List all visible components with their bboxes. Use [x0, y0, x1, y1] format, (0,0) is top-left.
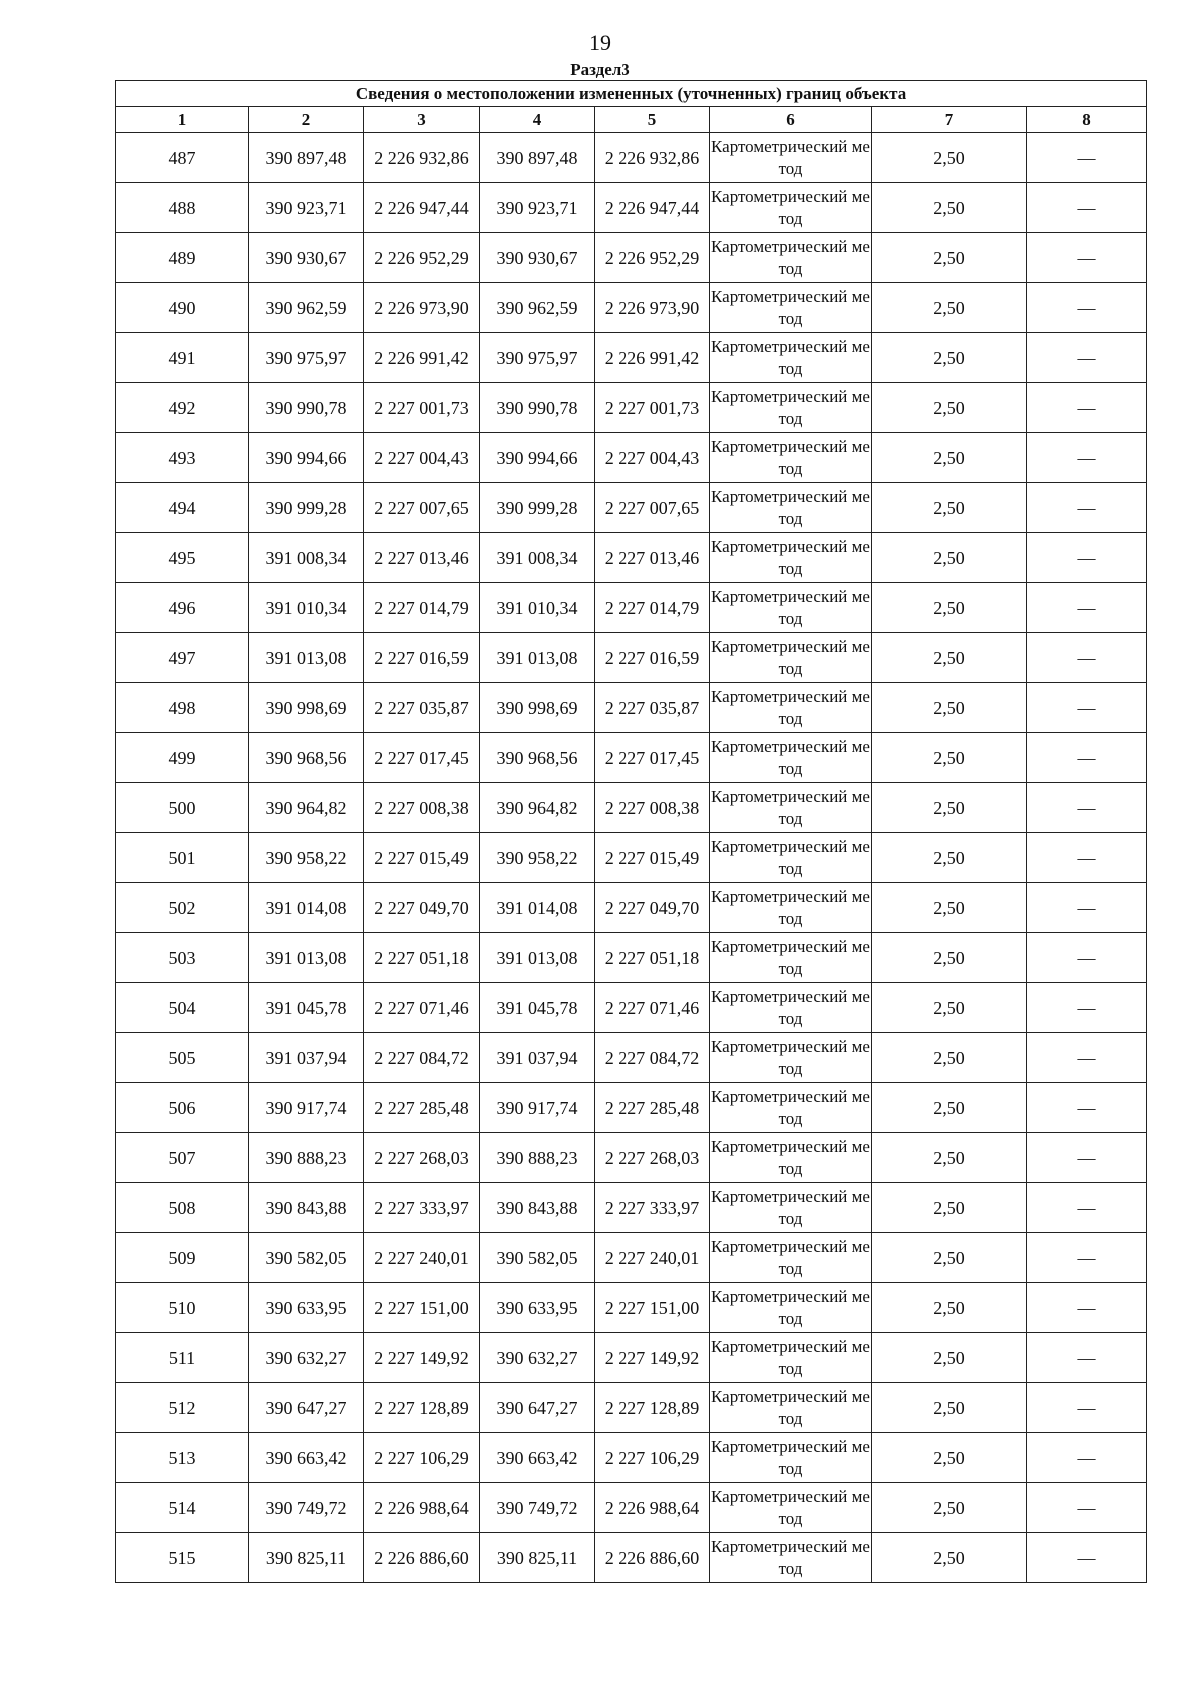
note-dash-cell: — — [1027, 433, 1147, 483]
coord-x-cell: 390 917,74 — [249, 1083, 364, 1133]
coord-y-new-cell: 2 227 240,01 — [595, 1233, 710, 1283]
coord-y-new-cell: 2 227 051,18 — [595, 933, 710, 983]
coord-x-new-cell: 390 632,27 — [480, 1333, 595, 1383]
method-cell: Картометрический метод — [710, 1433, 872, 1483]
note-dash-cell: — — [1027, 633, 1147, 683]
column-number: 1 — [116, 107, 249, 133]
coord-y-cell: 2 227 017,45 — [364, 733, 480, 783]
note-dash-cell: — — [1027, 1183, 1147, 1233]
coord-y-cell: 2 227 106,29 — [364, 1433, 480, 1483]
coord-x-cell: 390 897,48 — [249, 133, 364, 183]
coord-x-cell: 390 958,22 — [249, 833, 364, 883]
note-dash-cell: — — [1027, 833, 1147, 883]
accuracy-cell: 2,50 — [872, 1033, 1027, 1083]
coord-x-new-cell: 390 633,95 — [480, 1283, 595, 1333]
point-number-cell: 503 — [116, 933, 249, 983]
coord-y-new-cell: 2 227 049,70 — [595, 883, 710, 933]
coord-x-cell: 390 998,69 — [249, 683, 364, 733]
coord-y-new-cell: 2 227 013,46 — [595, 533, 710, 583]
point-number-cell: 513 — [116, 1433, 249, 1483]
point-number-cell: 490 — [116, 283, 249, 333]
coord-x-new-cell: 391 014,08 — [480, 883, 595, 933]
method-cell: Картометрический метод — [710, 833, 872, 883]
table-row — [116, 383, 1147, 433]
point-number-cell: 491 — [116, 333, 249, 383]
coord-y-new-cell: 2 227 084,72 — [595, 1033, 710, 1083]
method-cell: Картометрический метод — [710, 783, 872, 833]
coord-y-cell: 2 227 004,43 — [364, 433, 480, 483]
note-dash-cell: — — [1027, 1483, 1147, 1533]
note-dash-cell: — — [1027, 233, 1147, 283]
note-dash-cell: — — [1027, 783, 1147, 833]
coord-y-cell: 2 227 240,01 — [364, 1233, 480, 1283]
table-row — [116, 1283, 1147, 1333]
coord-y-cell: 2 227 015,49 — [364, 833, 480, 883]
method-cell: Картометрический метод — [710, 1483, 872, 1533]
point-number-cell: 498 — [116, 683, 249, 733]
note-dash-cell: — — [1027, 1333, 1147, 1383]
coord-y-new-cell: 2 227 015,49 — [595, 833, 710, 883]
table-row — [116, 1483, 1147, 1533]
coord-x-new-cell: 390 990,78 — [480, 383, 595, 433]
point-number-cell: 492 — [116, 383, 249, 433]
coord-y-cell: 2 227 014,79 — [364, 583, 480, 633]
point-number-cell: 505 — [116, 1033, 249, 1083]
point-number-cell: 495 — [116, 533, 249, 583]
coord-y-cell: 2 227 035,87 — [364, 683, 480, 733]
accuracy-cell: 2,50 — [872, 283, 1027, 333]
method-cell: Картометрический метод — [710, 1083, 872, 1133]
coord-y-cell: 2 227 049,70 — [364, 883, 480, 933]
accuracy-cell: 2,50 — [872, 433, 1027, 483]
accuracy-cell: 2,50 — [872, 733, 1027, 783]
coord-x-new-cell: 390 663,42 — [480, 1433, 595, 1483]
coord-x-cell: 391 014,08 — [249, 883, 364, 933]
coord-x-new-cell: 391 045,78 — [480, 983, 595, 1033]
column-number: 7 — [872, 107, 1027, 133]
column-number: 8 — [1027, 107, 1147, 133]
note-dash-cell: — — [1027, 983, 1147, 1033]
coord-y-new-cell: 2 226 988,64 — [595, 1483, 710, 1533]
point-number-cell: 512 — [116, 1383, 249, 1433]
coord-y-cell: 2 227 007,65 — [364, 483, 480, 533]
coord-y-new-cell: 2 227 008,38 — [595, 783, 710, 833]
coord-y-cell: 2 226 932,86 — [364, 133, 480, 183]
table-row — [116, 1183, 1147, 1233]
coord-x-new-cell: 390 917,74 — [480, 1083, 595, 1133]
note-dash-cell: — — [1027, 883, 1147, 933]
coord-x-cell: 391 010,34 — [249, 583, 364, 633]
accuracy-cell: 2,50 — [872, 883, 1027, 933]
coord-y-new-cell: 2 227 016,59 — [595, 633, 710, 683]
table-row — [116, 1333, 1147, 1383]
method-cell: Картометрический метод — [710, 1133, 872, 1183]
coord-x-cell: 390 582,05 — [249, 1233, 364, 1283]
coord-y-cell: 2 227 008,38 — [364, 783, 480, 833]
point-number-cell: 515 — [116, 1533, 249, 1583]
coord-x-cell: 390 968,56 — [249, 733, 364, 783]
coord-y-new-cell: 2 227 128,89 — [595, 1383, 710, 1433]
page-number: 19 — [589, 30, 611, 55]
coord-y-cell: 2 226 991,42 — [364, 333, 480, 383]
coord-y-new-cell: 2 227 014,79 — [595, 583, 710, 633]
method-cell: Картометрический метод — [710, 383, 872, 433]
accuracy-cell: 2,50 — [872, 783, 1027, 833]
point-number-cell: 509 — [116, 1233, 249, 1283]
coord-x-new-cell: 390 647,27 — [480, 1383, 595, 1433]
method-cell: Картометрический метод — [710, 333, 872, 383]
coord-y-cell: 2 227 149,92 — [364, 1333, 480, 1383]
accuracy-cell: 2,50 — [872, 983, 1027, 1033]
accuracy-cell: 2,50 — [872, 1333, 1027, 1383]
point-number-cell: 489 — [116, 233, 249, 283]
point-number-cell: 501 — [116, 833, 249, 883]
coord-y-new-cell: 2 227 017,45 — [595, 733, 710, 783]
method-cell: Картометрический метод — [710, 1033, 872, 1083]
accuracy-cell: 2,50 — [872, 1483, 1027, 1533]
coord-x-new-cell: 390 825,11 — [480, 1533, 595, 1583]
note-dash-cell: — — [1027, 1233, 1147, 1283]
coord-x-new-cell: 390 888,23 — [480, 1133, 595, 1183]
accuracy-cell: 2,50 — [872, 1383, 1027, 1433]
method-cell: Картометрический метод — [710, 1233, 872, 1283]
accuracy-cell: 2,50 — [872, 1133, 1027, 1183]
accuracy-cell: 2,50 — [872, 183, 1027, 233]
method-cell: Картометрический метод — [710, 483, 872, 533]
section-title: Раздел3 — [570, 60, 630, 79]
coord-y-new-cell: 2 227 004,43 — [595, 433, 710, 483]
point-number-cell: 494 — [116, 483, 249, 533]
column-number: 6 — [710, 107, 872, 133]
table-row — [116, 583, 1147, 633]
table-row — [116, 983, 1147, 1033]
table-row — [116, 1083, 1147, 1133]
coordinates-table — [115, 80, 1147, 1583]
coord-y-new-cell: 2 227 285,48 — [595, 1083, 710, 1133]
accuracy-cell: 2,50 — [872, 533, 1027, 583]
table-row — [116, 933, 1147, 983]
coord-x-new-cell: 390 994,66 — [480, 433, 595, 483]
column-number: 2 — [249, 107, 364, 133]
coord-x-cell: 390 749,72 — [249, 1483, 364, 1533]
note-dash-cell: — — [1027, 1533, 1147, 1583]
point-number-cell: 514 — [116, 1483, 249, 1533]
table-row — [116, 483, 1147, 533]
point-number-cell: 500 — [116, 783, 249, 833]
method-cell: Картометрический метод — [710, 1333, 872, 1383]
coord-x-cell: 390 962,59 — [249, 283, 364, 333]
column-number: 3 — [364, 107, 480, 133]
coord-x-cell: 391 045,78 — [249, 983, 364, 1033]
table-row — [116, 1233, 1147, 1283]
accuracy-cell: 2,50 — [872, 233, 1027, 283]
accuracy-cell: 2,50 — [872, 1233, 1027, 1283]
table-row — [116, 233, 1147, 283]
point-number-cell: 508 — [116, 1183, 249, 1233]
coord-y-new-cell: 2 227 035,87 — [595, 683, 710, 733]
method-cell: Картометрический метод — [710, 183, 872, 233]
coord-x-new-cell: 390 998,69 — [480, 683, 595, 733]
note-dash-cell: — — [1027, 933, 1147, 983]
coord-x-cell: 390 647,27 — [249, 1383, 364, 1433]
table-row — [116, 683, 1147, 733]
note-dash-cell: — — [1027, 683, 1147, 733]
coord-y-cell: 2 227 151,00 — [364, 1283, 480, 1333]
table-row — [116, 283, 1147, 333]
note-dash-cell: — — [1027, 533, 1147, 583]
table-row — [116, 633, 1147, 683]
coord-x-cell: 390 663,42 — [249, 1433, 364, 1483]
method-cell: Картометрический метод — [710, 633, 872, 683]
point-number-cell: 488 — [116, 183, 249, 233]
point-number-cell: 511 — [116, 1333, 249, 1383]
coord-x-cell: 391 013,08 — [249, 933, 364, 983]
accuracy-cell: 2,50 — [872, 1083, 1027, 1133]
coord-y-new-cell: 2 226 932,86 — [595, 133, 710, 183]
note-dash-cell: — — [1027, 733, 1147, 783]
coord-x-cell: 390 999,28 — [249, 483, 364, 533]
table-row — [116, 783, 1147, 833]
coord-x-cell: 390 994,66 — [249, 433, 364, 483]
point-number-cell: 487 — [116, 133, 249, 183]
point-number-cell: 499 — [116, 733, 249, 783]
coord-y-new-cell: 2 226 991,42 — [595, 333, 710, 383]
coord-x-cell: 390 633,95 — [249, 1283, 364, 1333]
coord-y-new-cell: 2 227 007,65 — [595, 483, 710, 533]
coord-y-new-cell: 2 227 149,92 — [595, 1333, 710, 1383]
method-cell: Картометрический метод — [710, 683, 872, 733]
coord-x-new-cell: 391 013,08 — [480, 933, 595, 983]
note-dash-cell: — — [1027, 583, 1147, 633]
point-number-cell: 507 — [116, 1133, 249, 1183]
method-cell: Картометрический метод — [710, 983, 872, 1033]
note-dash-cell: — — [1027, 1283, 1147, 1333]
coord-x-cell: 391 013,08 — [249, 633, 364, 683]
table-body — [116, 133, 1147, 1583]
column-number-row — [116, 107, 1147, 133]
note-dash-cell: — — [1027, 333, 1147, 383]
coord-y-cell: 2 227 016,59 — [364, 633, 480, 683]
coord-x-cell: 390 888,23 — [249, 1133, 364, 1183]
accuracy-cell: 2,50 — [872, 633, 1027, 683]
method-cell: Картометрический метод — [710, 1383, 872, 1433]
accuracy-cell: 2,50 — [872, 1283, 1027, 1333]
coord-y-cell: 2 227 268,03 — [364, 1133, 480, 1183]
coord-y-new-cell: 2 227 071,46 — [595, 983, 710, 1033]
coord-y-cell: 2 226 952,29 — [364, 233, 480, 283]
note-dash-cell: — — [1027, 1033, 1147, 1083]
note-dash-cell: — — [1027, 483, 1147, 533]
coord-y-cell: 2 227 128,89 — [364, 1383, 480, 1433]
accuracy-cell: 2,50 — [872, 933, 1027, 983]
coord-x-cell: 390 923,71 — [249, 183, 364, 233]
coord-y-new-cell: 2 227 333,97 — [595, 1183, 710, 1233]
coord-x-new-cell: 390 897,48 — [480, 133, 595, 183]
coord-y-cell: 2 227 013,46 — [364, 533, 480, 583]
coord-x-new-cell: 390 975,97 — [480, 333, 595, 383]
table-row — [116, 1383, 1147, 1433]
table-row — [116, 183, 1147, 233]
coord-x-cell: 391 008,34 — [249, 533, 364, 583]
coord-x-cell: 390 843,88 — [249, 1183, 364, 1233]
note-dash-cell: — — [1027, 383, 1147, 433]
point-number-cell: 506 — [116, 1083, 249, 1133]
table-row — [116, 733, 1147, 783]
table-caption-row — [116, 81, 1147, 107]
coord-y-new-cell: 2 227 268,03 — [595, 1133, 710, 1183]
coord-x-new-cell: 391 010,34 — [480, 583, 595, 633]
method-cell: Картометрический метод — [710, 883, 872, 933]
coord-y-cell: 2 227 001,73 — [364, 383, 480, 433]
accuracy-cell: 2,50 — [872, 683, 1027, 733]
coord-x-new-cell: 390 964,82 — [480, 783, 595, 833]
coord-x-new-cell: 390 968,56 — [480, 733, 595, 783]
table-row — [116, 833, 1147, 883]
point-number-cell: 510 — [116, 1283, 249, 1333]
coord-x-new-cell: 391 037,94 — [480, 1033, 595, 1083]
coord-x-new-cell: 391 013,08 — [480, 633, 595, 683]
coord-x-cell: 390 975,97 — [249, 333, 364, 383]
method-cell: Картометрический метод — [710, 533, 872, 583]
coord-y-new-cell: 2 227 001,73 — [595, 383, 710, 433]
coord-y-new-cell: 2 226 952,29 — [595, 233, 710, 283]
accuracy-cell: 2,50 — [872, 1433, 1027, 1483]
column-number: 5 — [595, 107, 710, 133]
point-number-cell: 504 — [116, 983, 249, 1033]
method-cell: Картометрический метод — [710, 1283, 872, 1333]
coord-y-new-cell: 2 226 886,60 — [595, 1533, 710, 1583]
method-cell: Картометрический метод — [710, 583, 872, 633]
coord-x-cell: 391 037,94 — [249, 1033, 364, 1083]
accuracy-cell: 2,50 — [872, 133, 1027, 183]
method-cell: Картометрический метод — [710, 133, 872, 183]
coord-x-new-cell: 390 962,59 — [480, 283, 595, 333]
note-dash-cell: — — [1027, 1133, 1147, 1183]
note-dash-cell: — — [1027, 1433, 1147, 1483]
method-cell: Картометрический метод — [710, 933, 872, 983]
coord-y-cell: 2 226 973,90 — [364, 283, 480, 333]
table-row — [116, 433, 1147, 483]
note-dash-cell: — — [1027, 1083, 1147, 1133]
point-number-cell: 493 — [116, 433, 249, 483]
coord-y-new-cell: 2 226 973,90 — [595, 283, 710, 333]
table-row — [116, 1533, 1147, 1583]
table-row — [116, 133, 1147, 183]
coord-x-new-cell: 390 958,22 — [480, 833, 595, 883]
table-caption: Сведения о местоположении измененных (уточненных) границ объекта — [116, 81, 1147, 107]
coord-x-new-cell: 390 843,88 — [480, 1183, 595, 1233]
coord-y-cell: 2 226 988,64 — [364, 1483, 480, 1533]
accuracy-cell: 2,50 — [872, 1533, 1027, 1583]
accuracy-cell: 2,50 — [872, 333, 1027, 383]
coord-y-cell: 2 227 051,18 — [364, 933, 480, 983]
column-number: 4 — [480, 107, 595, 133]
coord-y-new-cell: 2 227 151,00 — [595, 1283, 710, 1333]
table-row — [116, 883, 1147, 933]
coord-y-new-cell: 2 227 106,29 — [595, 1433, 710, 1483]
method-cell: Картометрический метод — [710, 1183, 872, 1233]
note-dash-cell: — — [1027, 1383, 1147, 1433]
accuracy-cell: 2,50 — [872, 383, 1027, 433]
method-cell: Картометрический метод — [710, 1533, 872, 1583]
method-cell: Картометрический метод — [710, 733, 872, 783]
coord-x-cell: 390 825,11 — [249, 1533, 364, 1583]
coord-y-new-cell: 2 226 947,44 — [595, 183, 710, 233]
accuracy-cell: 2,50 — [872, 483, 1027, 533]
accuracy-cell: 2,50 — [872, 1183, 1027, 1233]
coord-x-cell: 390 930,67 — [249, 233, 364, 283]
coord-y-cell: 2 227 084,72 — [364, 1033, 480, 1083]
point-number-cell: 497 — [116, 633, 249, 683]
accuracy-cell: 2,50 — [872, 833, 1027, 883]
coord-x-cell: 390 964,82 — [249, 783, 364, 833]
coord-x-new-cell: 390 930,67 — [480, 233, 595, 283]
table-row — [116, 1433, 1147, 1483]
coord-x-cell: 390 990,78 — [249, 383, 364, 433]
accuracy-cell: 2,50 — [872, 583, 1027, 633]
table-row — [116, 1133, 1147, 1183]
note-dash-cell: — — [1027, 133, 1147, 183]
method-cell: Картометрический метод — [710, 233, 872, 283]
method-cell: Картометрический метод — [710, 283, 872, 333]
coord-x-cell: 390 632,27 — [249, 1333, 364, 1383]
note-dash-cell: — — [1027, 183, 1147, 233]
point-number-cell: 496 — [116, 583, 249, 633]
coord-y-cell: 2 227 333,97 — [364, 1183, 480, 1233]
coord-y-cell: 2 227 071,46 — [364, 983, 480, 1033]
table-row — [116, 333, 1147, 383]
coord-x-new-cell: 390 582,05 — [480, 1233, 595, 1283]
table-row — [116, 533, 1147, 583]
table-row — [116, 1033, 1147, 1083]
coord-x-new-cell: 390 923,71 — [480, 183, 595, 233]
coord-x-new-cell: 391 008,34 — [480, 533, 595, 583]
point-number-cell: 502 — [116, 883, 249, 933]
coord-y-cell: 2 226 947,44 — [364, 183, 480, 233]
note-dash-cell: — — [1027, 283, 1147, 333]
coord-x-new-cell: 390 999,28 — [480, 483, 595, 533]
coord-y-cell: 2 227 285,48 — [364, 1083, 480, 1133]
coord-x-new-cell: 390 749,72 — [480, 1483, 595, 1533]
coord-y-cell: 2 226 886,60 — [364, 1533, 480, 1583]
method-cell: Картометрический метод — [710, 433, 872, 483]
